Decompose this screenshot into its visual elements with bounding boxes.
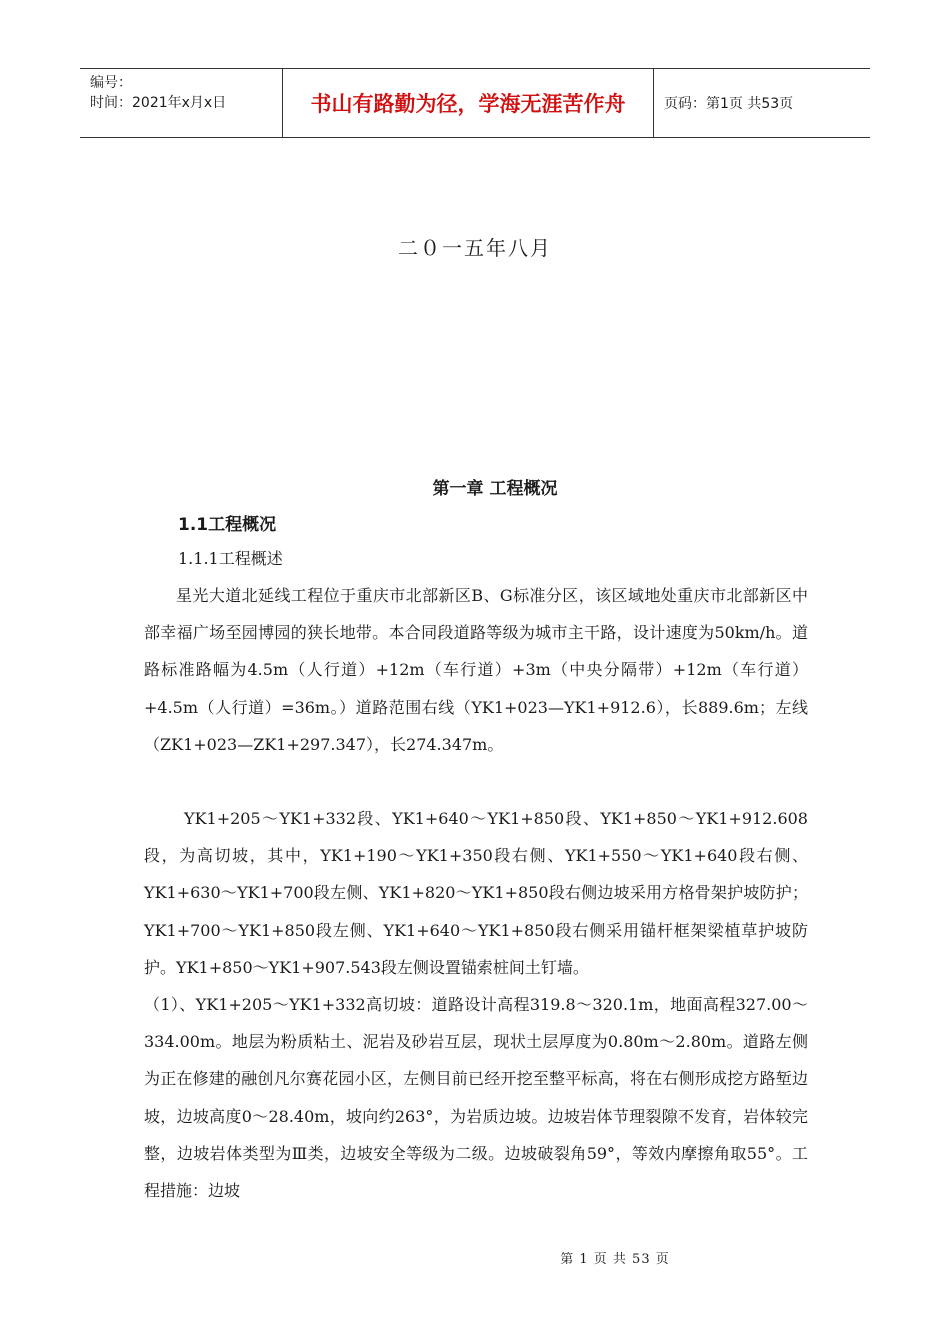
date-line: 二０一五年八月 (398, 236, 552, 260)
subsection-title: 1.1.1工程概述 (178, 549, 283, 568)
header-page-info: 页码：第1页 共53页 (664, 96, 794, 112)
number-label: 编号： (90, 75, 132, 91)
document-header (80, 68, 870, 138)
header-meta (80, 69, 282, 137)
section-title: 1.1工程概况 (178, 515, 277, 535)
page-footer: 第 1 页 共 53 页 (560, 1252, 670, 1267)
time-label: 时间：2021年x月x日 (90, 95, 227, 111)
paragraph-slopes: YK1+205～YK1+332段、YK1+640～YK1+850段、YK1+850～YK1+912.608段，为高切坡，其中，YK1+190～YK1+350段右侧、YK1+550～YK1+640段右侧、YK1+630～YK1+700段左侧、YK1+820～YK1+850段右侧边坡采用方格骨架护坡防护；YK1+700～YK1+850段左侧、YK1+640～YK1+850段右侧采用锚杆框架梁植草护坡防护。YK1+850～YK1+907.543段左侧设置锚索桩间土钉墙。 (144, 809, 808, 977)
paragraph-overview: 星光大道北延线工程位于重庆市北部新区B、G标准分区，该区域地处重庆市北部新区中部幸福广场至园博园的狭长地带。本合同段道路等级为城市主干路，设计速度为50km/h。道路标准路幅为4.5m（人行道）+12m（车行道）+3m（中央分隔带）+12m（车行道）+4.5m（人行道）=36m。）道路范围右线（YK1+023—YK1+912.6），长889.6m；左线（ZK1+023—ZK1+297.347），长274.347m。 (144, 586, 808, 754)
header-motto: 书山有路勤为径，学海无涯苦作舟 (282, 69, 654, 137)
chapter-title: 第一章 工程概况 (432, 479, 558, 499)
paragraph-slope-1: （1）、YK1+205～YK1+332高切坡：道路设计高程319.8～320.1m，地面高程327.00～334.00m。地层为粉质粘土、泥岩及砂岩互层，现状土层厚度为0.80m～2.80m。道路左侧为正在修建的融创凡尔赛花园小区，左侧目前已经开挖至整平标高，将在右侧形成挖方路堑边坡，边坡高度0～28.40m，坡向约263°，为岩质边坡。边坡岩体节理裂隙不发育，岩体较完整，边坡岩体类型为Ⅲ类，边坡安全等级为二级。边坡破裂角59°，等效内摩擦角取55°。工程措施：边坡 (144, 995, 808, 1201)
